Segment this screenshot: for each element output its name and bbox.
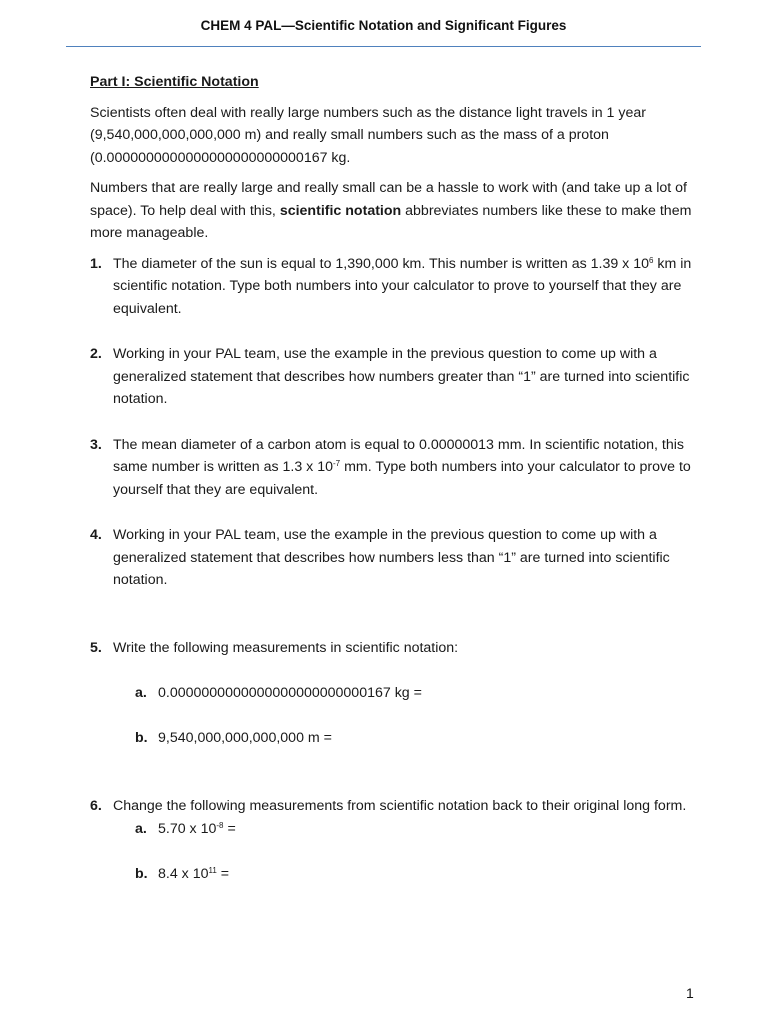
question-text xyxy=(113,253,702,321)
question-text: Working in your PAL team, use the example in the previous question to come up with a generalized statement that describes how numbers greater than “1” are turned into scientific notation. xyxy=(113,346,690,407)
question-5a xyxy=(135,682,702,705)
sub-item-letter: b. xyxy=(135,729,148,746)
sub-item-letter: a. xyxy=(135,685,147,701)
question-6 xyxy=(90,795,702,818)
question-2 xyxy=(90,343,702,411)
question-text-part-a: The diameter of the sun is equal to 1,390,000 km. This number is written as 1.39 x 10 xyxy=(113,255,650,272)
sub-item-letter: b. xyxy=(135,866,148,882)
intro-line-1: Scientists often deal with really large numbers such as the distance light travels in 1 year xyxy=(90,104,646,121)
sub-item-base: 8.4 x 10 xyxy=(158,866,209,882)
question-number: 3. xyxy=(90,436,102,453)
question-5b xyxy=(135,727,702,750)
question-4 xyxy=(90,524,702,592)
sub-item-text xyxy=(158,863,229,886)
intro-line-2: (9,540,000,000,000,000 m) and really small numbers such as the mass of a proton xyxy=(90,127,609,143)
intro-paragraph-1 xyxy=(90,102,702,170)
exponent: -8 xyxy=(216,820,224,830)
question-text: Write the following measurements in scientific notation: xyxy=(113,639,459,656)
question-number: 4. xyxy=(90,527,102,543)
exponent: 6 xyxy=(649,255,654,265)
intro-line-3: (0.0000000000000000000000000167 kg. xyxy=(90,149,351,166)
question-text-part-b: km in scientific notation. Type both numbers into your calculator to prove to yourself that they are equivalent. xyxy=(113,255,692,317)
question-6a xyxy=(135,818,702,841)
question-text xyxy=(113,434,702,502)
sub-item-letter: a. xyxy=(135,820,147,837)
question-number: 5. xyxy=(90,639,102,656)
question-number: 2. xyxy=(90,346,102,362)
intro-p2-text-a: Numbers that are really large and really small can be a hassle to work with (and take up a lot of space). To help deal with this, xyxy=(90,180,687,219)
question-text: Working in your PAL team, use the example in the previous question to come up with a generalized statement that describes how numbers less than “1” are turned into scientific notation. xyxy=(113,527,670,588)
sub-item-text: 9,540,000,000,000,000 m = xyxy=(158,729,332,746)
section-title: Part I: Scientific Notation xyxy=(90,74,259,90)
sub-item-base: 5.70 x 10 xyxy=(158,820,217,837)
question-number: 1. xyxy=(90,255,102,272)
document-body xyxy=(90,71,702,886)
exponent: 11 xyxy=(208,866,217,875)
exponent: -7 xyxy=(333,459,341,468)
question-5 xyxy=(90,637,702,660)
question-6b xyxy=(135,863,702,886)
page-number: 1 xyxy=(686,985,694,1001)
sub-item-text xyxy=(158,818,236,841)
sub-item-tail: = xyxy=(223,820,236,837)
intro-paragraph-2 xyxy=(90,177,702,245)
question-text: Change the following measurements from scientific notation back to their original long form. xyxy=(113,798,687,814)
header-divider xyxy=(66,46,701,47)
question-text-part-a: The mean diameter of a carbon atom is equal to 0.00000013 mm. In scientific notation, this same number is written as 1.3 x 10 xyxy=(113,436,684,475)
page-header: CHEM 4 PAL—Scientific Notation and Significant Figures xyxy=(200,18,567,33)
sub-item-tail: = xyxy=(216,866,230,882)
question-3 xyxy=(90,434,702,502)
question-text-part-b: mm. Type both numbers into your calculator to prove to yourself that they are equivalent. xyxy=(113,459,691,498)
sub-item-text: 0.0000000000000000000000000167 kg = xyxy=(158,685,422,701)
question-1 xyxy=(90,253,702,321)
intro-p2-text-b: abbreviates numbers like these to make them more manageable. xyxy=(90,202,692,241)
intro-p2-bold-term: scientific notation xyxy=(279,202,402,219)
question-number: 6. xyxy=(90,798,102,814)
